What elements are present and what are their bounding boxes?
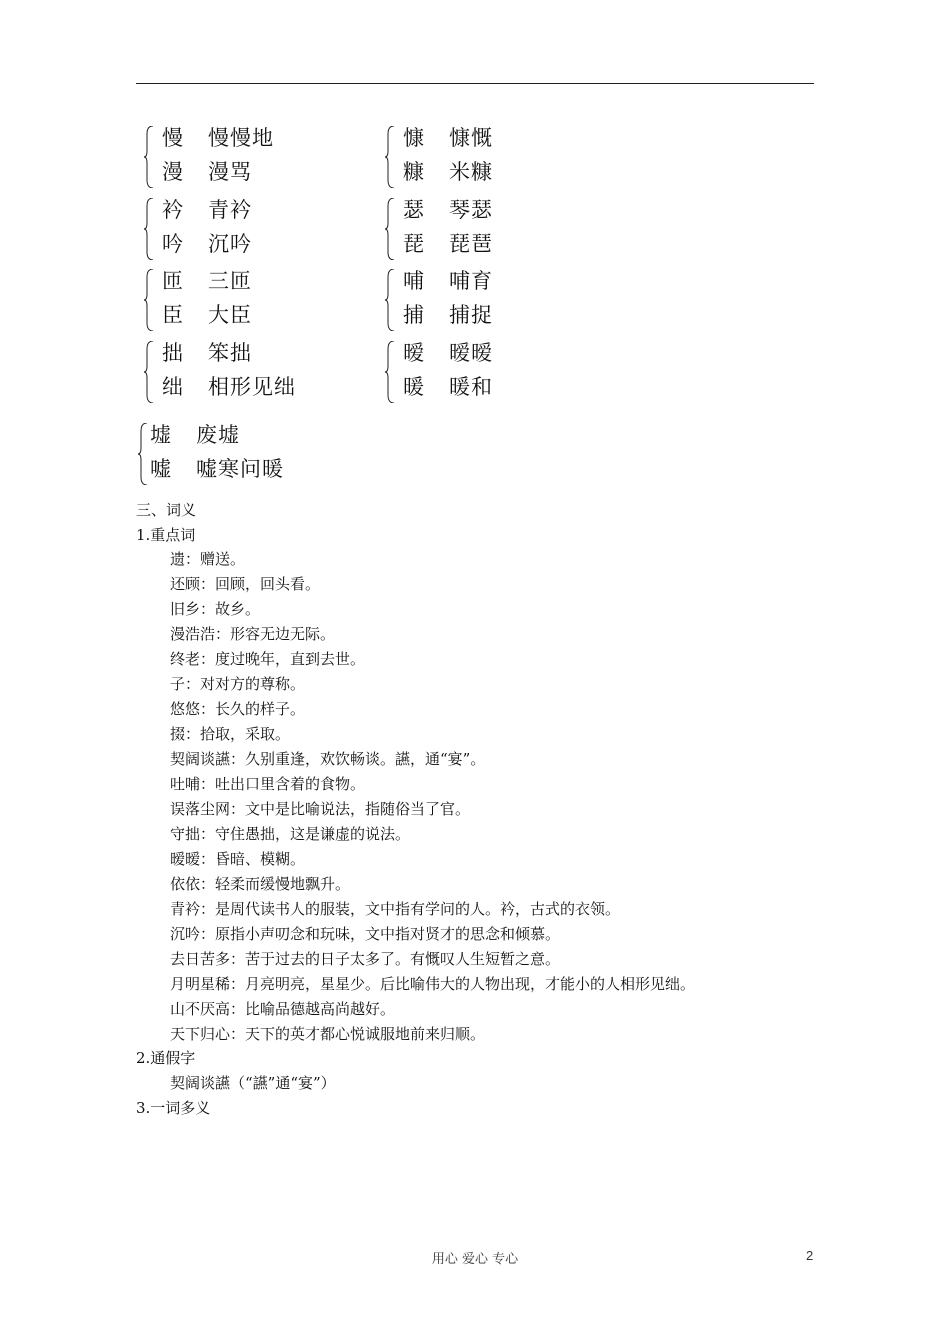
pair-row-bottom	[150, 455, 284, 483]
pair-word: 三匝	[208, 269, 252, 293]
pair-word: 暖和	[449, 375, 493, 399]
pair-char: 墟	[150, 423, 171, 447]
pair-row-bottom	[162, 373, 296, 401]
definition-item: 天下归心：天下的英才都心悦诚服地前来归顺。	[170, 1025, 486, 1043]
pair-row-bottom	[403, 301, 493, 329]
pair-char: 漫	[162, 160, 183, 184]
header-rule	[136, 83, 814, 84]
pair-word: 青衿	[208, 198, 252, 222]
definition-item: 漫浩浩：形容无边无际。	[170, 625, 336, 643]
pair-word: 暧暧	[449, 341, 493, 365]
pair-char: 琵	[403, 232, 424, 256]
pair-char: 暧	[403, 341, 424, 365]
pair-word: 相形见绌	[208, 375, 296, 399]
pair-char: 捕	[403, 303, 424, 327]
pair-char: 拙	[162, 341, 183, 365]
pair-char: 臣	[162, 303, 183, 327]
pair-row-top	[403, 267, 493, 295]
pair-row-top	[403, 196, 493, 224]
subsection-heading-3: 3.一词多义	[136, 1099, 211, 1117]
pair-row-top	[162, 124, 274, 152]
subsection-heading-2: 2.通假字	[136, 1049, 196, 1067]
pair-char: 暖	[403, 375, 424, 399]
pair-row-top	[403, 339, 493, 367]
definition-item: 误落尘网：文中是比喻说法，指随俗当了官。	[170, 800, 471, 818]
definition-item: 山不厌高：比喻品德越高尚越好。	[170, 1000, 396, 1018]
definition-item: 依依：轻柔而缓慢地飘升。	[170, 875, 351, 893]
pair-word: 琵琶	[449, 232, 493, 256]
pair-char: 慢	[162, 126, 183, 150]
definition-item: 契阔谈讌：久别重逢，欢饮畅谈。讌，通“宴”。	[170, 750, 486, 768]
pair-char: 匝	[162, 269, 183, 293]
pair-row-top	[403, 124, 493, 152]
pair-word: 琴瑟	[449, 198, 493, 222]
definition-item: 守拙：守住愚拙，这是谦虚的说法。	[170, 825, 411, 843]
pair-word: 慢慢地	[208, 126, 274, 150]
definition-item: 旧乡：故乡。	[170, 600, 261, 618]
pair-char: 瑟	[403, 198, 424, 222]
pair-row-top	[150, 421, 240, 449]
pair-row-top	[162, 196, 252, 224]
page-footer: 用心 爱心 专心	[431, 1252, 519, 1267]
definition-item: 暧暧：昏暗、模糊。	[170, 850, 306, 868]
definition-item: 遗：赠送。	[170, 550, 246, 568]
definition-item: 子：对对方的尊称。	[170, 675, 306, 693]
definition-item: 去日苦多：苦于过去的日子太多了。有慨叹人生短暂之意。	[170, 950, 561, 968]
page-number: 2	[806, 1248, 814, 1263]
brace-icon	[385, 198, 395, 260]
pair-row-top	[162, 339, 252, 367]
pair-char: 衿	[162, 198, 183, 222]
pair-row-top	[162, 267, 252, 295]
pair-row-bottom	[403, 158, 493, 186]
brace-icon	[385, 126, 395, 188]
pair-word: 漫骂	[208, 160, 252, 184]
brace-icon	[385, 341, 395, 403]
brace-icon	[144, 126, 154, 188]
pair-char: 吟	[162, 232, 183, 256]
pair-row-bottom	[162, 301, 252, 329]
pair-row-bottom	[403, 230, 493, 258]
pair-char: 嘘	[150, 457, 171, 481]
definition-item: 月明星稀：月亮明亮，星星少。后比喻伟大的人物出现，才能小的人相形见绌。	[170, 975, 696, 993]
pair-word: 沉吟	[208, 232, 252, 256]
pair-char: 慷	[403, 126, 424, 150]
pair-word: 捕捉	[449, 303, 493, 327]
definition-item: 吐哺：吐出口里含着的食物。	[170, 775, 366, 793]
pair-char: 哺	[403, 269, 424, 293]
brace-icon	[144, 269, 154, 331]
definition-item: 青衿：是周代读书人的服装，文中指有学问的人。衿，古式的衣领。	[170, 900, 621, 918]
brace-icon	[138, 423, 148, 485]
pair-row-bottom	[162, 158, 252, 186]
brace-icon	[385, 269, 395, 331]
section-heading: 三、词义	[136, 501, 197, 519]
pair-char: 绌	[162, 375, 183, 399]
definition-item: 沉吟：原指小声叨念和玩味，文中指对贤才的思念和倾慕。	[170, 925, 561, 943]
pair-word: 哺育	[449, 269, 493, 293]
brace-icon	[144, 341, 154, 403]
brace-icon	[144, 198, 154, 260]
tongjia-item: 契阔谈讌（“讌”通“宴”）	[170, 1074, 336, 1092]
definition-item: 终老：度过晚年，直到去世。	[170, 650, 366, 668]
pair-word: 米糠	[449, 160, 493, 184]
pair-row-bottom	[403, 373, 493, 401]
pair-word: 嘘寒问暖	[196, 457, 284, 481]
definition-item: 还顾：回顾，回头看。	[170, 575, 321, 593]
definition-item: 悠悠：长久的样子。	[170, 700, 306, 718]
pair-row-bottom	[162, 230, 252, 258]
pair-word: 废墟	[196, 423, 240, 447]
pair-char: 糠	[403, 160, 424, 184]
pair-word: 慷慨	[449, 126, 493, 150]
subsection-heading-1: 1.重点词	[136, 526, 196, 544]
definition-list	[170, 549, 695, 1049]
pair-word: 笨拙	[208, 341, 252, 365]
definition-item: 掇：拾取，采取。	[170, 725, 291, 743]
pair-word: 大臣	[208, 303, 252, 327]
